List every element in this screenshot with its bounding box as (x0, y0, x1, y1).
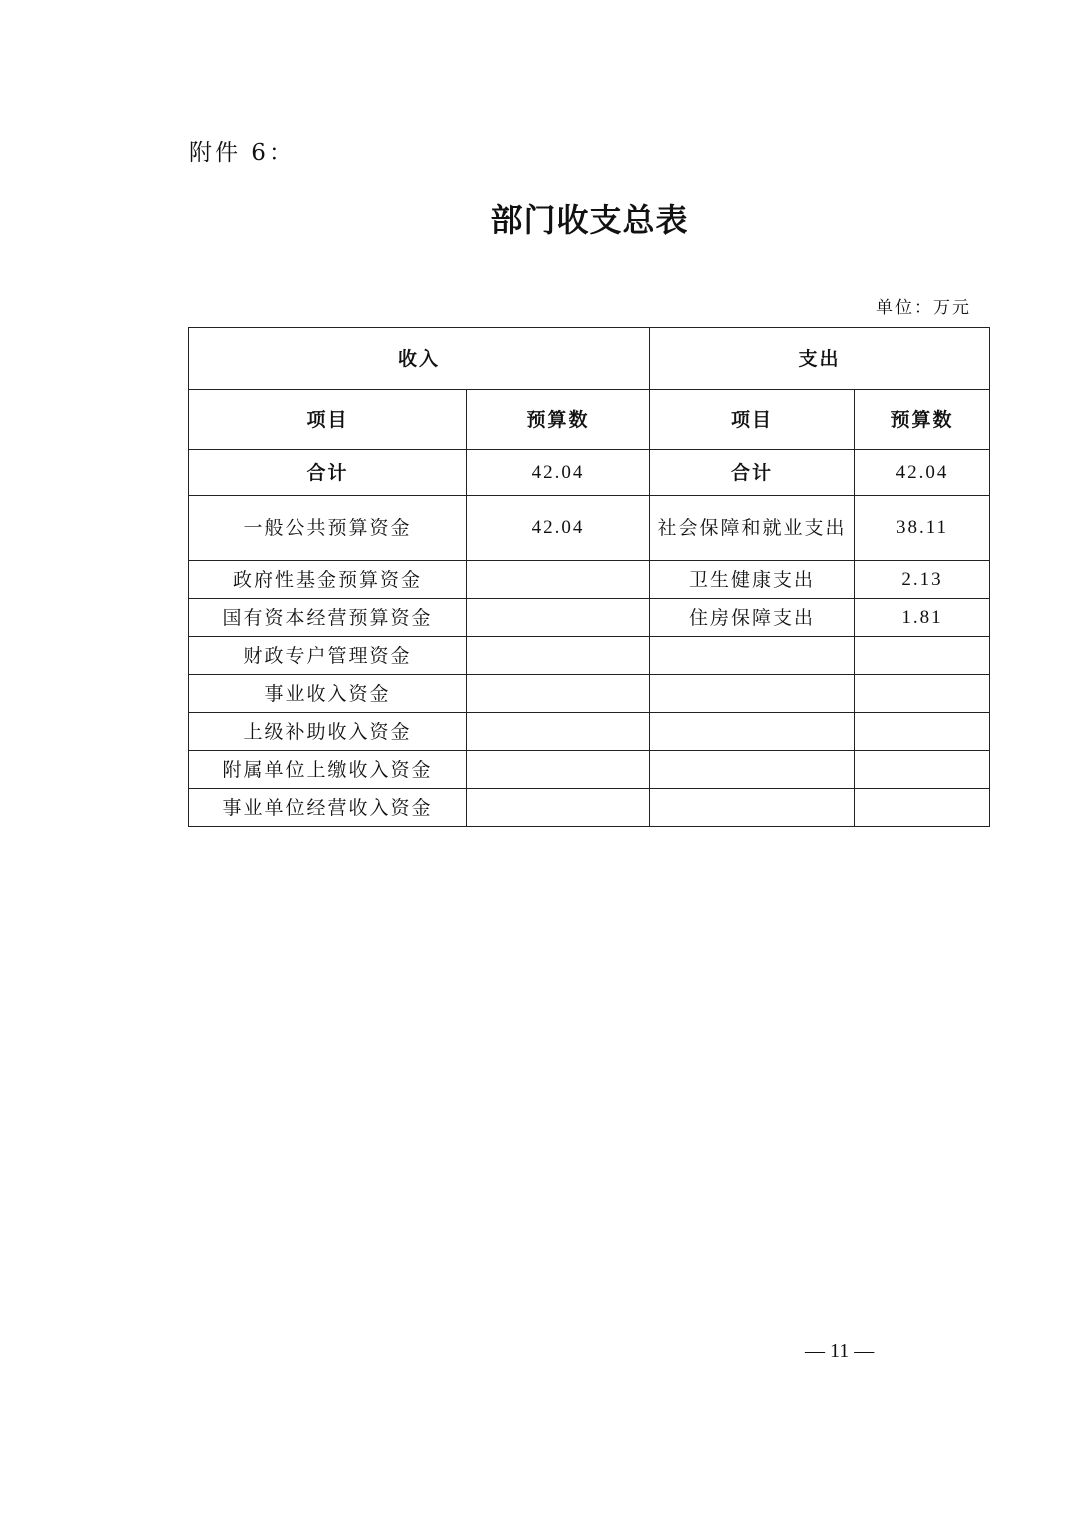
expense-value-cell: 42.04 (855, 450, 990, 496)
expense-value-cell: 2.13 (855, 561, 990, 599)
expense-item-cell (650, 751, 855, 789)
table-section-header-row (189, 328, 990, 390)
income-item-cell: 财政专户管理资金 (189, 637, 467, 675)
table-row (189, 599, 990, 637)
income-item-cell: 国有资本经营预算资金 (189, 599, 467, 637)
unit-label: 单位：万元 (876, 298, 971, 318)
expense-value-cell (855, 637, 990, 675)
income-item-cell: 事业收入资金 (189, 675, 467, 713)
income-value-cell: 42.04 (467, 450, 650, 496)
table-row (189, 496, 990, 561)
expense-item-column-header: 项目 (650, 390, 855, 450)
table-row-total (189, 450, 990, 496)
expense-value-cell (855, 675, 990, 713)
income-item-cell: 一般公共预算资金 (189, 496, 467, 561)
expense-budget-column-header: 预算数 (855, 390, 990, 450)
table-column-header-row (189, 390, 990, 450)
expense-value-cell (855, 751, 990, 789)
expense-item-cell: 卫生健康支出 (650, 561, 855, 599)
income-value-cell (467, 561, 650, 599)
attachment-label: 附件 6： (189, 140, 295, 166)
income-item-cell: 上级补助收入资金 (189, 713, 467, 751)
table-row (189, 789, 990, 827)
income-value-cell (467, 713, 650, 751)
income-budget-column-header: 预算数 (467, 390, 650, 450)
table-row (189, 713, 990, 751)
expense-item-cell (650, 675, 855, 713)
income-header: 收入 (189, 328, 650, 390)
income-item-cell: 政府性基金预算资金 (189, 561, 467, 599)
budget-summary-table (188, 327, 990, 827)
income-item-cell: 附属单位上缴收入资金 (189, 751, 467, 789)
table-row (189, 561, 990, 599)
expense-item-cell (650, 637, 855, 675)
table-row (189, 675, 990, 713)
expense-item-cell (650, 713, 855, 751)
page-number: — 11 — (805, 1340, 875, 1362)
expense-value-cell (855, 713, 990, 751)
income-item-cell: 事业单位经营收入资金 (189, 789, 467, 827)
income-value-cell (467, 637, 650, 675)
expense-value-cell: 38.11 (855, 496, 990, 561)
expense-item-cell: 住房保障支出 (650, 599, 855, 637)
expense-value-cell (855, 789, 990, 827)
income-item-column-header: 项目 (189, 390, 467, 450)
income-item-cell: 合计 (189, 450, 467, 496)
expense-item-cell (650, 789, 855, 827)
income-value-cell (467, 789, 650, 827)
income-value-cell: 42.04 (467, 496, 650, 561)
income-value-cell (467, 675, 650, 713)
expense-value-cell: 1.81 (855, 599, 990, 637)
income-value-cell (467, 751, 650, 789)
expense-header: 支出 (650, 328, 990, 390)
table-row (189, 751, 990, 789)
table-row (189, 637, 990, 675)
expense-item-cell: 合计 (650, 450, 855, 496)
income-value-cell (467, 599, 650, 637)
expense-item-cell: 社会保障和就业支出 (650, 496, 855, 561)
page-title: 部门收支总表 (490, 201, 689, 239)
